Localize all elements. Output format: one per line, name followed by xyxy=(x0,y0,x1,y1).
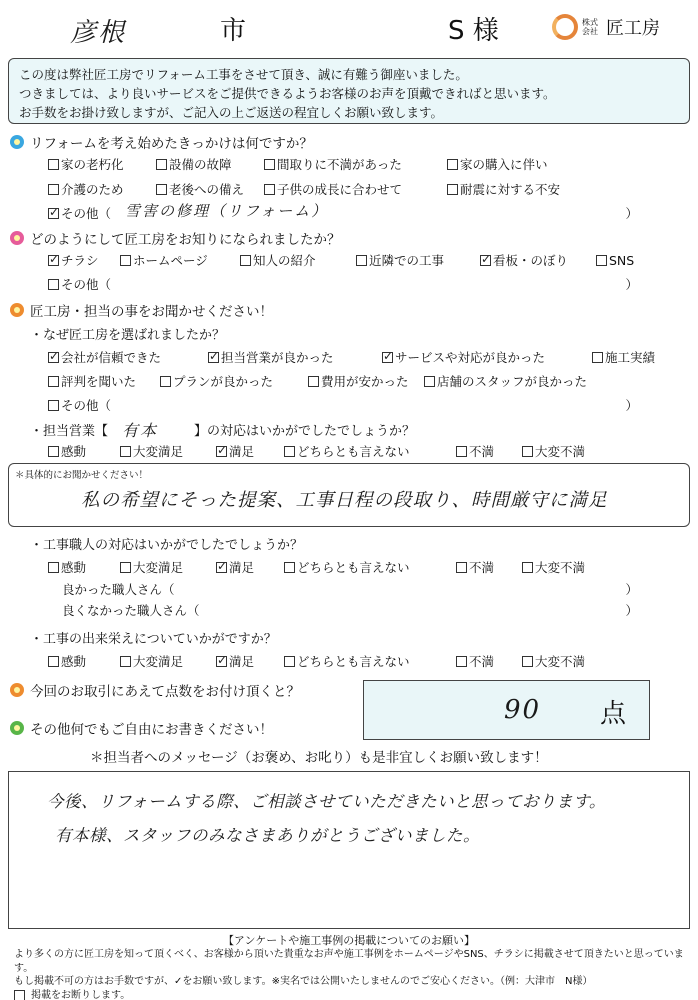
option[interactable]: 設備の故障 xyxy=(156,155,264,173)
header xyxy=(0,0,698,52)
checkbox[interactable] xyxy=(308,376,319,387)
option-other[interactable]: ✓ その他（ xyxy=(48,204,111,222)
checkbox[interactable] xyxy=(48,562,59,573)
option[interactable]: 家の老朽化 xyxy=(48,155,156,173)
rating-option[interactable]: 感動 xyxy=(48,442,120,460)
option[interactable]: 評判を聞いた xyxy=(48,372,160,390)
option[interactable]: 介護のため xyxy=(48,180,156,198)
logo-small-text: 株式会社 xyxy=(582,18,598,36)
rating-option[interactable]: ✓ 満足 xyxy=(216,652,284,670)
option[interactable]: 店舗のスタッフが良かった xyxy=(424,372,587,390)
option[interactable]: 家の購入に伴い xyxy=(447,155,548,173)
question-title: その他何でもご自由にお書きください！ xyxy=(30,722,273,738)
option[interactable]: 近隣での工事 xyxy=(356,251,480,269)
footer-line: もし掲載不可の方はお手数ですが、✓をお願い致します。※実名では公開いたしませんのでご安心ください。（例：大津市 N様） xyxy=(14,976,593,987)
checkbox[interactable] xyxy=(48,159,59,170)
checkbox[interactable] xyxy=(14,990,25,1000)
option[interactable]: 費用が安かった xyxy=(308,372,424,390)
question-title: どのようにして匠工房をお知りになられましたか？ xyxy=(30,232,341,248)
option[interactable]: 老後への備え xyxy=(156,180,264,198)
question-score xyxy=(10,680,300,700)
checkbox[interactable] xyxy=(48,656,59,667)
flower-icon xyxy=(10,231,24,245)
question-title: 匠工房・担当の事をお聞かせください！ xyxy=(30,304,273,320)
q3-other: その他（ ） xyxy=(48,396,638,414)
checkbox[interactable] xyxy=(120,656,131,667)
option[interactable]: プランが良かった xyxy=(160,372,308,390)
score-unit: 点 xyxy=(600,699,627,729)
option-other[interactable]: その他（ xyxy=(48,396,111,414)
checkbox[interactable] xyxy=(156,184,167,195)
flower-icon xyxy=(10,303,24,317)
company-logo xyxy=(552,14,660,40)
q1-row1 xyxy=(48,155,548,173)
footer-line: より多くの方に匠工房を知って頂くべく、お客様から頂いた貴重なお声や施工事例をホームページやSNS、チラシに掲載させて頂きたいと思っています。 xyxy=(14,949,684,974)
score-handwritten: 90 xyxy=(504,695,542,725)
checkbox[interactable] xyxy=(120,562,131,573)
checkbox[interactable] xyxy=(456,446,467,457)
checkbox[interactable] xyxy=(264,184,275,195)
option-other[interactable]: その他（ xyxy=(48,275,111,293)
good-craftsman[interactable]: 良かった職人さん（ ） xyxy=(62,582,638,597)
checkbox[interactable] xyxy=(424,376,435,387)
q3-row2 xyxy=(48,372,587,390)
checkbox-checked[interactable] xyxy=(216,562,227,573)
intro-line: お手数をお掛け致しますが、ご記入の上ご返送の程宜しくお願い致します。 xyxy=(19,105,444,120)
free-comment-box[interactable] xyxy=(8,771,690,929)
checkbox-checked[interactable] xyxy=(216,446,227,457)
rating-option[interactable]: 感動 xyxy=(48,652,120,670)
checkbox[interactable] xyxy=(356,255,367,266)
question-source xyxy=(10,228,341,248)
rating-option[interactable]: 感動 xyxy=(48,558,120,576)
q3-row1 xyxy=(48,348,655,366)
checkbox[interactable] xyxy=(120,446,131,457)
checkbox-checked[interactable] xyxy=(48,352,59,363)
rating-option[interactable]: 大変不満 xyxy=(522,558,585,576)
comment-line-1: 今後、リフォームする際、ご相談させていただきたいと思っております。 xyxy=(47,792,606,811)
rating-option[interactable]: どちらとも言えない xyxy=(284,652,456,670)
detail-box[interactable] xyxy=(8,463,690,527)
other-handwritten: 雪害の修理（リフォーム） xyxy=(125,202,329,220)
checkbox[interactable] xyxy=(284,656,295,667)
comment-line-2: 有本様、スタッフのみなさまありがとうございました。 xyxy=(55,826,480,845)
checkbox[interactable] xyxy=(447,159,458,170)
checkbox[interactable] xyxy=(284,562,295,573)
flower-icon xyxy=(10,721,24,735)
option[interactable]: ホームページ xyxy=(120,251,240,269)
sales-rating xyxy=(48,442,585,460)
question-free xyxy=(10,718,273,738)
sub-question-quality: ・工事の出来栄えについていかがですか？ xyxy=(30,632,277,647)
score-box[interactable] xyxy=(363,680,650,740)
checkbox[interactable] xyxy=(156,159,167,170)
city-handwritten: 彦根 xyxy=(70,18,127,48)
rating-option[interactable]: 不満 xyxy=(456,558,522,576)
intro-box xyxy=(8,58,690,124)
option[interactable]: ✓ チラシ xyxy=(48,251,120,269)
flower-icon xyxy=(10,135,24,149)
customer-name: S 様 xyxy=(448,16,499,46)
rating-option[interactable]: 大変満足 xyxy=(120,652,216,670)
checkbox-checked[interactable] xyxy=(382,352,393,363)
intro-line: つきましては、より良いサービスをご提供できるようお客様のお声を頂戴できればと思います。 xyxy=(19,86,556,101)
intro-line: この度は弊社匠工房でリフォーム工事をさせて頂き、誠に有難う御座いました。 xyxy=(19,67,468,82)
checkbox[interactable] xyxy=(596,255,607,266)
sales-name-handwritten: 有本 xyxy=(122,421,159,440)
message-note: ＊担当者へのメッセージ（お褒め、お叱り）も是非宜しくお願い致します！ xyxy=(90,750,548,766)
rating-option[interactable]: どちらとも言えない xyxy=(284,558,456,576)
quality-rating xyxy=(48,652,585,670)
rating-option[interactable]: ✓ 満足 xyxy=(216,442,284,460)
checkbox[interactable] xyxy=(522,562,533,573)
checkbox[interactable] xyxy=(456,656,467,667)
rating-option[interactable]: 不満 xyxy=(456,652,522,670)
question-company xyxy=(10,300,273,320)
checkbox[interactable] xyxy=(456,562,467,573)
q1-row2 xyxy=(48,180,560,198)
option[interactable]: SNS xyxy=(596,251,634,269)
craftsmen-rating xyxy=(48,558,585,576)
q2-row1 xyxy=(48,251,634,269)
sub-question-why: ・なぜ匠工房を選ばれましたか？ xyxy=(30,328,226,343)
checkbox[interactable] xyxy=(48,279,59,290)
rating-option[interactable]: 大変満足 xyxy=(120,442,216,460)
rating-option[interactable]: 大変不満 xyxy=(522,652,585,670)
rating-option[interactable]: 大変満足 xyxy=(120,558,216,576)
checkbox[interactable] xyxy=(264,159,275,170)
checkbox[interactable] xyxy=(48,446,59,457)
sub-question-sales: ・担当営業【 有本 】の対応はいかがでしたでしょうか？ xyxy=(30,418,415,441)
rating-option[interactable]: ✓ 満足 xyxy=(216,558,284,576)
checkbox[interactable] xyxy=(120,255,131,266)
flower-icon xyxy=(10,683,24,697)
option[interactable]: 子供の成長に合わせて xyxy=(264,180,447,198)
option[interactable]: 耐震に対する不安 xyxy=(447,180,560,198)
checkbox-checked[interactable] xyxy=(216,656,227,667)
checkbox[interactable] xyxy=(522,656,533,667)
footer-text xyxy=(14,948,694,1000)
sub-question-craftsmen: ・工事職人の対応はいかがでしたでしょうか？ xyxy=(30,538,304,553)
q1-other: ✓ その他（ 雪害の修理（リフォーム） ） xyxy=(48,204,638,222)
option[interactable]: ✓ 看板・のぼり xyxy=(480,251,596,269)
checkbox[interactable] xyxy=(240,255,251,266)
decline-option[interactable]: 掲載をお断りします。 xyxy=(14,989,694,1000)
checkbox-checked[interactable] xyxy=(48,255,59,266)
rating-option[interactable]: 大変不満 xyxy=(522,442,585,460)
checkbox-checked[interactable] xyxy=(48,208,59,219)
question-title: 今回のお取引にあえて点数をお付け頂くと？ xyxy=(30,684,300,700)
option[interactable]: ✓ サービスや対応が良かった xyxy=(382,348,592,366)
checkbox[interactable] xyxy=(447,184,458,195)
option[interactable]: 知人の紹介 xyxy=(240,251,356,269)
rating-option[interactable]: どちらとも言えない xyxy=(284,442,456,460)
q2-other: その他（ ） xyxy=(48,275,638,293)
detail-label: ＊具体的にお聞かせください！ xyxy=(15,470,149,481)
bad-craftsman[interactable]: 良くなかった職人さん（ ） xyxy=(62,603,638,618)
detail-handwritten: 私の希望にそった提案、工事日程の段取り、時間厳守に満足 xyxy=(81,490,608,511)
option[interactable]: 施工実績 xyxy=(592,348,655,366)
logo-mark-icon xyxy=(552,14,578,40)
checkbox[interactable] xyxy=(48,376,59,387)
option[interactable]: 間取りに不満があった xyxy=(264,155,447,173)
city-suffix: 市 xyxy=(220,16,247,46)
logo-name: 匠工房 xyxy=(606,18,660,39)
question-trigger xyxy=(10,132,313,152)
option[interactable]: ✓ 会社が信頼できた xyxy=(48,348,208,366)
question-title: リフォームを考え始めたきっかけは何ですか？ xyxy=(30,136,313,152)
footer-title: 【アンケートや施工事例の掲載についてのお願い】 xyxy=(222,934,476,947)
checkbox[interactable] xyxy=(284,446,295,457)
checkbox-checked[interactable] xyxy=(480,255,491,266)
checkbox[interactable] xyxy=(592,352,603,363)
checkbox[interactable] xyxy=(48,184,59,195)
checkbox[interactable] xyxy=(48,400,59,411)
checkbox-checked[interactable] xyxy=(208,352,219,363)
rating-option[interactable]: 不満 xyxy=(456,442,522,460)
checkbox[interactable] xyxy=(522,446,533,457)
checkbox[interactable] xyxy=(160,376,171,387)
option[interactable]: ✓ 担当営業が良かった xyxy=(208,348,382,366)
